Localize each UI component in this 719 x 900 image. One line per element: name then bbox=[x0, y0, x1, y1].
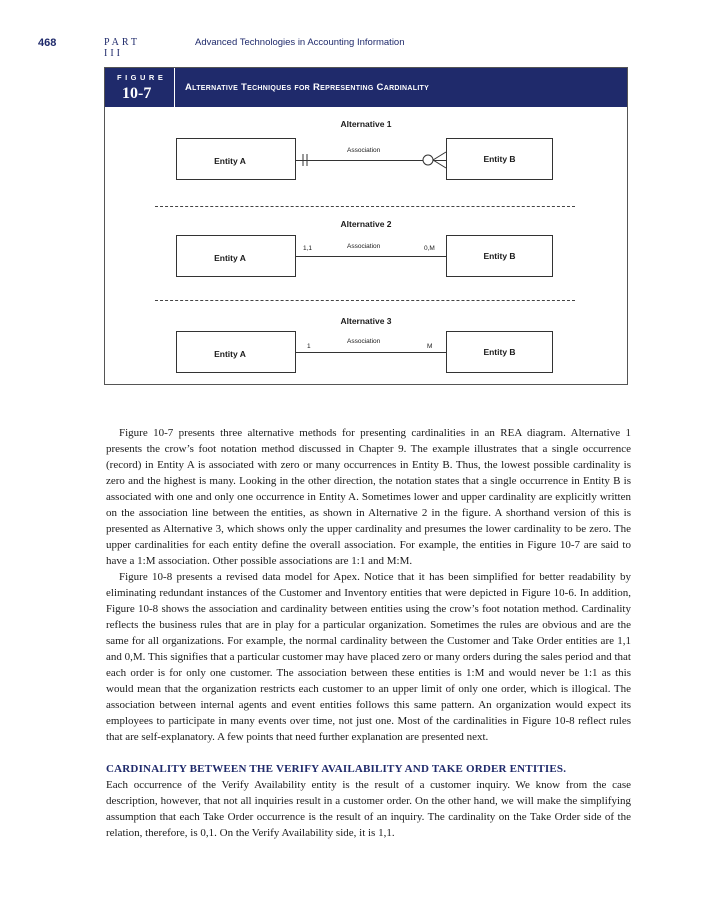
figure-number: 10-7 bbox=[122, 85, 152, 102]
alt2-entity-b-label: Entity B bbox=[483, 251, 516, 261]
alt2-cardinality-a: 1,1 bbox=[303, 245, 313, 252]
alt3-entity-a bbox=[176, 331, 296, 373]
alt3-association-line bbox=[296, 352, 446, 353]
alt2-association-line bbox=[296, 256, 446, 257]
body-text bbox=[106, 425, 631, 841]
alt3-entity-b bbox=[446, 331, 553, 373]
figure-title: Alternative Techniques for Representing Cardinality bbox=[185, 82, 430, 93]
separator-2 bbox=[155, 300, 575, 301]
alternative-2-title: Alternative 2 bbox=[340, 219, 392, 229]
alt2-association-label: Association bbox=[347, 243, 381, 250]
zero-circle bbox=[423, 155, 433, 165]
alt3-association-label: Association bbox=[347, 338, 381, 345]
alt1-entity-a-label: Entity A bbox=[214, 156, 246, 166]
separator-1 bbox=[155, 206, 575, 207]
alt1-entity-b-label: Entity B bbox=[483, 154, 516, 164]
alt1-association-label: Association bbox=[347, 147, 381, 154]
section-paragraph: Each occurrence of the Verify Availability entity is the result of a customer inquiry. We know from the case description, however, that not all inquiries result in a customer order. On the other hand, we will make the simplifying assumption that each Take Order occurrence is the result of an inquiry. The cardinality on the Take Order side of the relation, therefore, is 0,1. On the Verify Availability side, it is 1,1. bbox=[106, 779, 631, 839]
alt3-entity-a-label: Entity A bbox=[214, 349, 246, 359]
alt2-entity-a-label: Entity A bbox=[214, 253, 246, 263]
alt2-entity-a bbox=[176, 235, 296, 277]
crow-foot-upper bbox=[433, 152, 446, 160]
paragraph-2: Figure 10-8 presents a revised data model for Apex. Notice that it has been simplified for better readability by eliminating redundant instances of the Customer and Inventory entities that were depicted in Figure 10-6. In addition, Figure 10-8 shows the association and cardinality between entities using the crow’s foot notation method. Cardinality reflects the business rules that are in play for a particular organization. Sometimes the rules are obvious and are the same for all organizations. For example, the normal cardinality between the Customer and Take Order entities are 1,1 and 0,M. This signifies that a particular customer may have placed zero or many orders during the sales period and that each order is for only one customer. The association between these entities is 1:M and would never be 1:1 as this would mean that the organization restricts each customer to an upper limit of only one order, which is illogical. The association between internal agents and event entities follows this same pattern. An organization would expect its employees to participate in many events over time, not just one. Most of the cardinalities in Figure 10-8 reflect rules that are self-explanatory. A few points that need further explanation are presented next. bbox=[106, 571, 631, 743]
crow-foot-lower bbox=[433, 160, 446, 168]
figure-10-7 bbox=[104, 67, 628, 385]
paragraph-1: Figure 10-7 presents three alternative methods for presenting cardinalities in an REA diagram. Alternative 1 presents the crow’s foot notation method discussed in Chapter 9. The example illustrates that a single occurrence (record) in Entity A is associated with zero or many occurrences in Entity B. Thus, the lowest possible cardinality is zero and the highest is many. Looking in the other direction, the notation states that a single occurrence in Entity B is associated with one and only one occurrence in Entity A. Sometimes lower and upper cardinality are explicitly written on the association line between the entities, as shown in Alternative 2 in the figure. A shorthand version of this is presented as Alternative 3, which shows only the upper cardinality and presumes the lower cardinality to be zero. The upper cardinalities for each entity define the overall association. For example, the entities in Figure 10-7 are said to have a 1:M association. Other possible associations are 1:1 and M:M. bbox=[106, 427, 631, 567]
alt3-cardinality-b: M bbox=[427, 343, 433, 350]
running-title: Advanced Technologies in Accounting Information bbox=[195, 37, 405, 48]
alt3-cardinality-a: 1 bbox=[307, 343, 311, 350]
figure-word: FIGURE bbox=[117, 73, 167, 82]
alt2-entity-b bbox=[446, 235, 553, 277]
alternative-1-title: Alternative 1 bbox=[340, 119, 392, 129]
alternative-3-title: Alternative 3 bbox=[340, 316, 392, 326]
page-number: 468 bbox=[38, 37, 57, 49]
part-label: PART III bbox=[104, 37, 140, 59]
alt3-entity-b-label: Entity B bbox=[483, 347, 516, 357]
section-heading: CARDINALITY BETWEEN THE VERIFY AVAILABILITY AND TAKE ORDER ENTITIES. bbox=[106, 763, 567, 775]
alt2-cardinality-b: 0,M bbox=[424, 245, 435, 252]
